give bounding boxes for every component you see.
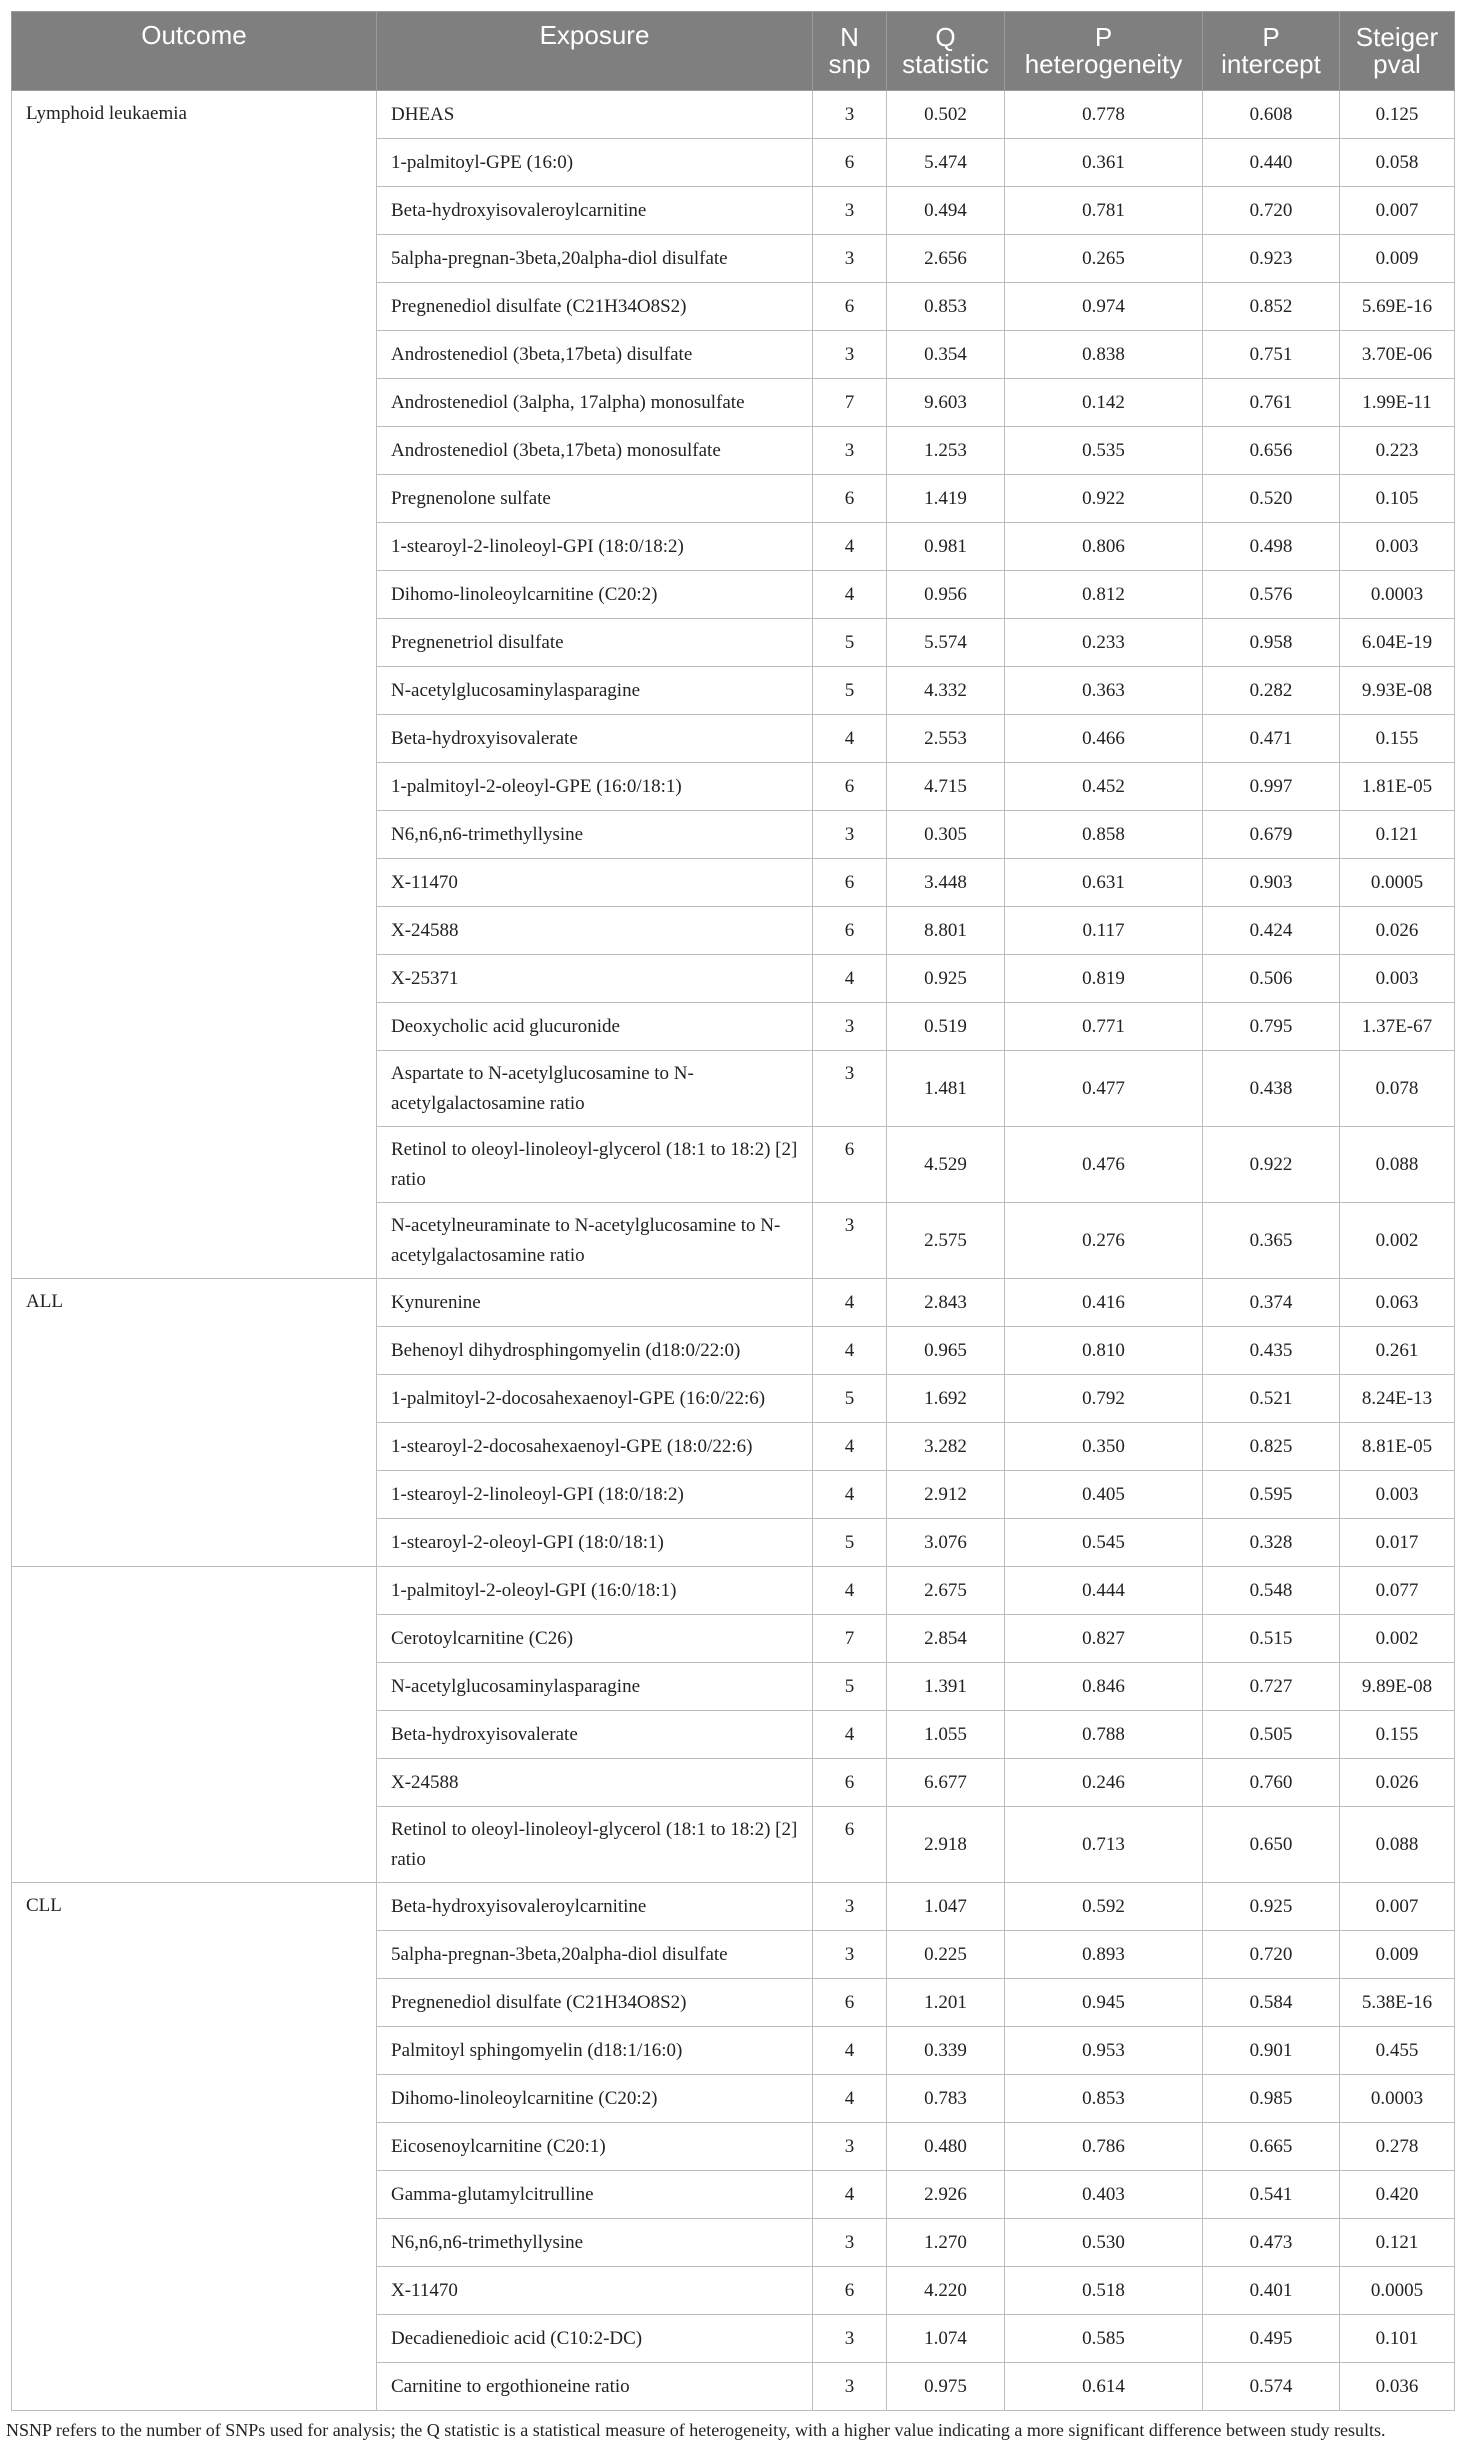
results-table-container	[11, 11, 1454, 2411]
outcome-cell	[12, 1567, 377, 1883]
p-intercept-cell: 0.374	[1203, 1279, 1340, 1327]
exposure-cell: X-11470	[377, 859, 813, 907]
p-intercept-cell: 0.365	[1203, 1203, 1340, 1279]
q-statistic-cell: 1.419	[887, 475, 1005, 523]
p-intercept-cell: 0.440	[1203, 139, 1340, 187]
exposure-cell: Cerotoylcarnitine (C26)	[377, 1615, 813, 1663]
exposure-cell: Beta-hydroxyisovalerate	[377, 715, 813, 763]
p-heterogeneity-cell: 0.838	[1005, 331, 1203, 379]
p-heterogeneity-cell: 0.922	[1005, 475, 1203, 523]
steiger-pval-cell: 0.007	[1340, 187, 1455, 235]
n-snp-cell: 3	[813, 1003, 887, 1051]
n-snp-cell: 6	[813, 859, 887, 907]
exposure-cell: 5alpha-pregnan-3beta,20alpha-diol disulfate	[377, 235, 813, 283]
steiger-pval-cell: 0.278	[1340, 2123, 1455, 2171]
steiger-pval-cell: 0.125	[1340, 91, 1455, 139]
steiger-pval-cell: 0.003	[1340, 1471, 1455, 1519]
q-statistic-cell: 4.529	[887, 1127, 1005, 1203]
steiger-pval-cell: 0.101	[1340, 2315, 1455, 2363]
p-intercept-cell: 0.656	[1203, 427, 1340, 475]
n-snp-cell: 4	[813, 2171, 887, 2219]
q-statistic-cell: 0.975	[887, 2363, 1005, 2411]
exposure-cell: Pregnenediol disulfate (C21H34O8S2)	[377, 1979, 813, 2027]
header-row	[12, 12, 1455, 91]
exposure-cell: Androstenediol (3beta,17beta) disulfate	[377, 331, 813, 379]
p-intercept-cell: 0.473	[1203, 2219, 1340, 2267]
exposure-cell: Deoxycholic acid glucuronide	[377, 1003, 813, 1051]
p-intercept-cell: 0.761	[1203, 379, 1340, 427]
p-heterogeneity-cell: 0.631	[1005, 859, 1203, 907]
q-statistic-cell: 4.332	[887, 667, 1005, 715]
p-intercept-cell: 0.751	[1203, 331, 1340, 379]
q-statistic-cell: 1.201	[887, 1979, 1005, 2027]
header-steiger-pval: Steiger pval	[1340, 12, 1455, 91]
q-statistic-cell: 1.055	[887, 1711, 1005, 1759]
exposure-cell: Pregnenetriol disulfate	[377, 619, 813, 667]
steiger-pval-cell: 0.121	[1340, 2219, 1455, 2267]
p-intercept-cell: 0.795	[1203, 1003, 1340, 1051]
p-heterogeneity-cell: 0.806	[1005, 523, 1203, 571]
p-intercept-cell: 0.925	[1203, 1883, 1340, 1931]
n-snp-cell: 6	[813, 1979, 887, 2027]
steiger-pval-cell: 0.0005	[1340, 859, 1455, 907]
p-intercept-cell: 0.958	[1203, 619, 1340, 667]
exposure-cell: 1-palmitoyl-2-oleoyl-GPE (16:0/18:1)	[377, 763, 813, 811]
n-snp-cell: 5	[813, 667, 887, 715]
q-statistic-cell: 0.502	[887, 91, 1005, 139]
n-snp-cell: 3	[813, 2123, 887, 2171]
steiger-pval-cell: 0.078	[1340, 1051, 1455, 1127]
p-intercept-cell: 0.720	[1203, 187, 1340, 235]
p-heterogeneity-cell: 0.853	[1005, 2075, 1203, 2123]
n-snp-cell: 4	[813, 1279, 887, 1327]
p-heterogeneity-cell: 0.444	[1005, 1567, 1203, 1615]
exposure-cell: N6,n6,n6-trimethyllysine	[377, 811, 813, 859]
steiger-pval-cell: 5.69E-16	[1340, 283, 1455, 331]
p-heterogeneity-cell: 0.518	[1005, 2267, 1203, 2315]
steiger-pval-cell: 0.261	[1340, 1327, 1455, 1375]
steiger-pval-cell: 9.89E-08	[1340, 1663, 1455, 1711]
steiger-pval-cell: 1.99E-11	[1340, 379, 1455, 427]
exposure-cell: N-acetylglucosaminylasparagine	[377, 1663, 813, 1711]
p-heterogeneity-cell: 0.142	[1005, 379, 1203, 427]
p-heterogeneity-cell: 0.363	[1005, 667, 1203, 715]
p-intercept-cell: 0.825	[1203, 1423, 1340, 1471]
p-heterogeneity-cell: 0.786	[1005, 2123, 1203, 2171]
p-heterogeneity-cell: 0.827	[1005, 1615, 1203, 1663]
n-snp-cell: 3	[813, 2219, 887, 2267]
p-heterogeneity-cell: 0.781	[1005, 187, 1203, 235]
steiger-pval-cell: 0.155	[1340, 715, 1455, 763]
n-snp-cell: 3	[813, 427, 887, 475]
exposure-cell: Carnitine to ergothioneine ratio	[377, 2363, 813, 2411]
exposure-cell: X-24588	[377, 1759, 813, 1807]
p-intercept-cell: 0.650	[1203, 1807, 1340, 1883]
p-heterogeneity-cell: 0.846	[1005, 1663, 1203, 1711]
exposure-cell: X-11470	[377, 2267, 813, 2315]
exposure-cell: Kynurenine	[377, 1279, 813, 1327]
exposure-cell: 1-stearoyl-2-linoleoyl-GPI (18:0/18:2)	[377, 523, 813, 571]
p-heterogeneity-cell: 0.416	[1005, 1279, 1203, 1327]
exposure-cell: Dihomo-linoleoylcarnitine (C20:2)	[377, 571, 813, 619]
p-heterogeneity-cell: 0.535	[1005, 427, 1203, 475]
q-statistic-cell: 3.282	[887, 1423, 1005, 1471]
exposure-cell: Decadienedioic acid (C10:2-DC)	[377, 2315, 813, 2363]
n-snp-cell: 5	[813, 1519, 887, 1567]
n-snp-cell: 5	[813, 1663, 887, 1711]
n-snp-cell: 5	[813, 619, 887, 667]
p-intercept-cell: 0.506	[1203, 955, 1340, 1003]
q-statistic-cell: 9.603	[887, 379, 1005, 427]
q-statistic-cell: 6.677	[887, 1759, 1005, 1807]
p-intercept-cell: 0.471	[1203, 715, 1340, 763]
steiger-pval-cell: 0.0003	[1340, 571, 1455, 619]
exposure-cell: Gamma-glutamylcitrulline	[377, 2171, 813, 2219]
p-heterogeneity-cell: 0.812	[1005, 571, 1203, 619]
n-snp-cell: 7	[813, 1615, 887, 1663]
p-heterogeneity-cell: 0.117	[1005, 907, 1203, 955]
steiger-pval-cell: 0.088	[1340, 1807, 1455, 1883]
exposure-cell: Pregnenolone sulfate	[377, 475, 813, 523]
exposure-cell: Behenoyl dihydrosphingomyelin (d18:0/22:0)	[377, 1327, 813, 1375]
steiger-pval-cell: 1.81E-05	[1340, 763, 1455, 811]
p-intercept-cell: 0.923	[1203, 235, 1340, 283]
table-row	[12, 1883, 1455, 1931]
p-intercept-cell: 0.903	[1203, 859, 1340, 907]
p-intercept-cell: 0.515	[1203, 1615, 1340, 1663]
n-snp-cell: 6	[813, 763, 887, 811]
steiger-pval-cell: 0.455	[1340, 2027, 1455, 2075]
p-heterogeneity-cell: 0.276	[1005, 1203, 1203, 1279]
exposure-cell: Eicosenoylcarnitine (C20:1)	[377, 2123, 813, 2171]
p-heterogeneity-cell: 0.788	[1005, 1711, 1203, 1759]
p-intercept-cell: 0.727	[1203, 1663, 1340, 1711]
n-snp-cell: 6	[813, 907, 887, 955]
q-statistic-cell: 2.912	[887, 1471, 1005, 1519]
q-statistic-cell: 0.339	[887, 2027, 1005, 2075]
exposure-cell: N6,n6,n6-trimethyllysine	[377, 2219, 813, 2267]
q-statistic-cell: 2.656	[887, 235, 1005, 283]
q-statistic-cell: 1.692	[887, 1375, 1005, 1423]
p-heterogeneity-cell: 0.614	[1005, 2363, 1203, 2411]
q-statistic-cell: 3.076	[887, 1519, 1005, 1567]
exposure-cell: Dihomo-linoleoylcarnitine (C20:2)	[377, 2075, 813, 2123]
n-snp-cell: 6	[813, 139, 887, 187]
n-snp-cell: 3	[813, 2363, 887, 2411]
exposure-cell: 5alpha-pregnan-3beta,20alpha-diol disulfate	[377, 1931, 813, 1979]
p-heterogeneity-cell: 0.771	[1005, 1003, 1203, 1051]
n-snp-cell: 3	[813, 187, 887, 235]
q-statistic-cell: 2.575	[887, 1203, 1005, 1279]
n-snp-cell: 6	[813, 1127, 887, 1203]
q-statistic-cell: 5.574	[887, 619, 1005, 667]
q-statistic-cell: 0.519	[887, 1003, 1005, 1051]
exposure-cell: N-acetylneuraminate to N-acetylglucosamine to N-acetylgalactosamine ratio	[377, 1203, 813, 1279]
p-intercept-cell: 0.282	[1203, 667, 1340, 715]
n-snp-cell: 4	[813, 571, 887, 619]
table-body	[12, 91, 1455, 2411]
steiger-pval-cell: 8.24E-13	[1340, 1375, 1455, 1423]
p-heterogeneity-cell: 0.530	[1005, 2219, 1203, 2267]
steiger-pval-cell: 0.077	[1340, 1567, 1455, 1615]
q-statistic-cell: 1.253	[887, 427, 1005, 475]
q-statistic-cell: 0.925	[887, 955, 1005, 1003]
n-snp-cell: 7	[813, 379, 887, 427]
n-snp-cell: 4	[813, 2027, 887, 2075]
exposure-cell: Palmitoyl sphingomyelin (d18:1/16:0)	[377, 2027, 813, 2075]
n-snp-cell: 6	[813, 2267, 887, 2315]
n-snp-cell: 3	[813, 1931, 887, 1979]
p-intercept-cell: 0.438	[1203, 1051, 1340, 1127]
p-heterogeneity-cell: 0.233	[1005, 619, 1203, 667]
n-snp-cell: 3	[813, 1883, 887, 1931]
header-outcome: Outcome	[12, 12, 377, 91]
exposure-cell: Beta-hydroxyisovaleroylcarnitine	[377, 1883, 813, 1931]
q-statistic-cell: 8.801	[887, 907, 1005, 955]
q-statistic-cell: 4.220	[887, 2267, 1005, 2315]
n-snp-cell: 4	[813, 1711, 887, 1759]
p-heterogeneity-cell: 0.403	[1005, 2171, 1203, 2219]
exposure-cell: Aspartate to N-acetylglucosamine to N-acetylgalactosamine ratio	[377, 1051, 813, 1127]
p-heterogeneity-cell: 0.778	[1005, 91, 1203, 139]
n-snp-cell: 6	[813, 475, 887, 523]
exposure-cell: Androstenediol (3beta,17beta) monosulfate	[377, 427, 813, 475]
exposure-cell: Retinol to oleoyl-linoleoyl-glycerol (18:1 to 18:2) [2] ratio	[377, 1807, 813, 1883]
q-statistic-cell: 0.494	[887, 187, 1005, 235]
q-statistic-cell: 1.391	[887, 1663, 1005, 1711]
p-intercept-cell: 0.901	[1203, 2027, 1340, 2075]
p-intercept-cell: 0.665	[1203, 2123, 1340, 2171]
p-heterogeneity-cell: 0.405	[1005, 1471, 1203, 1519]
q-statistic-cell: 1.481	[887, 1051, 1005, 1127]
q-statistic-cell: 5.474	[887, 139, 1005, 187]
p-heterogeneity-cell: 0.246	[1005, 1759, 1203, 1807]
steiger-pval-cell: 0.026	[1340, 1759, 1455, 1807]
steiger-pval-cell: 0.088	[1340, 1127, 1455, 1203]
exposure-cell: X-25371	[377, 955, 813, 1003]
q-statistic-cell: 0.853	[887, 283, 1005, 331]
p-heterogeneity-cell: 0.477	[1005, 1051, 1203, 1127]
p-heterogeneity-cell: 0.452	[1005, 763, 1203, 811]
p-intercept-cell: 0.584	[1203, 1979, 1340, 2027]
steiger-pval-cell: 0.007	[1340, 1883, 1455, 1931]
header-p-intercept: P intercept	[1203, 12, 1340, 91]
n-snp-cell: 4	[813, 715, 887, 763]
outcome-cell: ALL	[12, 1279, 377, 1567]
p-intercept-cell: 0.435	[1203, 1327, 1340, 1375]
exposure-cell: 1-stearoyl-2-docosahexaenoyl-GPE (18:0/22:6)	[377, 1423, 813, 1471]
p-intercept-cell: 0.852	[1203, 283, 1340, 331]
q-statistic-cell: 1.074	[887, 2315, 1005, 2363]
exposure-cell: 1-palmitoyl-2-docosahexaenoyl-GPE (16:0/22:6)	[377, 1375, 813, 1423]
p-intercept-cell: 0.576	[1203, 571, 1340, 619]
q-statistic-cell: 4.715	[887, 763, 1005, 811]
exposure-cell: Retinol to oleoyl-linoleoyl-glycerol (18:1 to 18:2) [2] ratio	[377, 1127, 813, 1203]
p-heterogeneity-cell: 0.545	[1005, 1519, 1203, 1567]
exposure-cell: Androstenediol (3alpha, 17alpha) monosulfate	[377, 379, 813, 427]
p-heterogeneity-cell: 0.466	[1005, 715, 1203, 763]
p-heterogeneity-cell: 0.713	[1005, 1807, 1203, 1883]
exposure-cell: X-24588	[377, 907, 813, 955]
n-snp-cell: 6	[813, 1759, 887, 1807]
n-snp-cell: 4	[813, 1327, 887, 1375]
steiger-pval-cell: 0.002	[1340, 1615, 1455, 1663]
outcome-cell: Lymphoid leukaemia	[12, 91, 377, 1279]
p-intercept-cell: 0.541	[1203, 2171, 1340, 2219]
n-snp-cell: 3	[813, 811, 887, 859]
q-statistic-cell: 0.305	[887, 811, 1005, 859]
p-intercept-cell: 0.985	[1203, 2075, 1340, 2123]
n-snp-cell: 4	[813, 1567, 887, 1615]
table-footnote: NSNP refers to the number of SNPs used for analysis; the Q statistic is a statistical measure of heterogeneity, with a higher value indicating a more significant difference between study results.	[6, 2420, 1386, 2440]
p-intercept-cell: 0.548	[1203, 1567, 1340, 1615]
p-intercept-cell: 0.424	[1203, 907, 1340, 955]
q-statistic-cell: 3.448	[887, 859, 1005, 907]
p-heterogeneity-cell: 0.819	[1005, 955, 1203, 1003]
n-snp-cell: 3	[813, 235, 887, 283]
header-q-statistic: Q statistic	[887, 12, 1005, 91]
steiger-pval-cell: 0.009	[1340, 235, 1455, 283]
p-intercept-cell: 0.922	[1203, 1127, 1340, 1203]
steiger-pval-cell: 0.105	[1340, 475, 1455, 523]
q-statistic-cell: 0.981	[887, 523, 1005, 571]
q-statistic-cell: 2.675	[887, 1567, 1005, 1615]
steiger-pval-cell: 0.063	[1340, 1279, 1455, 1327]
p-heterogeneity-cell: 0.792	[1005, 1375, 1203, 1423]
steiger-pval-cell: 0.058	[1340, 139, 1455, 187]
p-heterogeneity-cell: 0.953	[1005, 2027, 1203, 2075]
exposure-cell: 1-palmitoyl-GPE (16:0)	[377, 139, 813, 187]
p-heterogeneity-cell: 0.893	[1005, 1931, 1203, 1979]
p-heterogeneity-cell: 0.810	[1005, 1327, 1203, 1375]
p-heterogeneity-cell: 0.945	[1005, 1979, 1203, 2027]
p-heterogeneity-cell: 0.350	[1005, 1423, 1203, 1471]
p-intercept-cell: 0.520	[1203, 475, 1340, 523]
q-statistic-cell: 0.480	[887, 2123, 1005, 2171]
header-p-heterogeneity: P heterogeneity	[1005, 12, 1203, 91]
exposure-cell: Beta-hydroxyisovalerate	[377, 1711, 813, 1759]
outcome-cell: CLL	[12, 1883, 377, 2411]
p-intercept-cell: 0.679	[1203, 811, 1340, 859]
p-intercept-cell: 0.997	[1203, 763, 1340, 811]
n-snp-cell: 5	[813, 1375, 887, 1423]
p-intercept-cell: 0.760	[1203, 1759, 1340, 1807]
steiger-pval-cell: 0.0005	[1340, 2267, 1455, 2315]
q-statistic-cell: 2.843	[887, 1279, 1005, 1327]
steiger-pval-cell: 9.93E-08	[1340, 667, 1455, 715]
steiger-pval-cell: 1.37E-67	[1340, 1003, 1455, 1051]
q-statistic-cell: 0.965	[887, 1327, 1005, 1375]
steiger-pval-cell: 0.003	[1340, 523, 1455, 571]
q-statistic-cell: 2.854	[887, 1615, 1005, 1663]
n-snp-cell: 4	[813, 955, 887, 1003]
exposure-cell: DHEAS	[377, 91, 813, 139]
q-statistic-cell: 1.270	[887, 2219, 1005, 2267]
p-intercept-cell: 0.328	[1203, 1519, 1340, 1567]
q-statistic-cell: 2.926	[887, 2171, 1005, 2219]
p-heterogeneity-cell: 0.585	[1005, 2315, 1203, 2363]
steiger-pval-cell: 0.121	[1340, 811, 1455, 859]
exposure-cell: N-acetylglucosaminylasparagine	[377, 667, 813, 715]
q-statistic-cell: 0.783	[887, 2075, 1005, 2123]
header-exposure: Exposure	[377, 12, 813, 91]
exposure-cell: 1-stearoyl-2-oleoyl-GPI (18:0/18:1)	[377, 1519, 813, 1567]
table-row	[12, 1567, 1455, 1615]
p-intercept-cell: 0.498	[1203, 523, 1340, 571]
n-snp-cell: 6	[813, 283, 887, 331]
steiger-pval-cell: 0.017	[1340, 1519, 1455, 1567]
q-statistic-cell: 0.225	[887, 1931, 1005, 1979]
steiger-pval-cell: 8.81E-05	[1340, 1423, 1455, 1471]
n-snp-cell: 3	[813, 91, 887, 139]
heterogeneity-table	[11, 11, 1455, 2411]
table-row	[12, 1279, 1455, 1327]
n-snp-cell: 6	[813, 1807, 887, 1883]
steiger-pval-cell: 0.0003	[1340, 2075, 1455, 2123]
q-statistic-cell: 0.956	[887, 571, 1005, 619]
table-row	[12, 91, 1455, 139]
n-snp-cell: 3	[813, 1051, 887, 1127]
q-statistic-cell: 2.553	[887, 715, 1005, 763]
p-intercept-cell: 0.521	[1203, 1375, 1340, 1423]
steiger-pval-cell: 0.002	[1340, 1203, 1455, 1279]
p-heterogeneity-cell: 0.361	[1005, 139, 1203, 187]
steiger-pval-cell: 0.036	[1340, 2363, 1455, 2411]
steiger-pval-cell: 0.155	[1340, 1711, 1455, 1759]
exposure-cell: 1-stearoyl-2-linoleoyl-GPI (18:0/18:2)	[377, 1471, 813, 1519]
header-n-snp: N snp	[813, 12, 887, 91]
p-heterogeneity-cell: 0.265	[1005, 235, 1203, 283]
n-snp-cell: 3	[813, 1203, 887, 1279]
p-heterogeneity-cell: 0.476	[1005, 1127, 1203, 1203]
p-intercept-cell: 0.495	[1203, 2315, 1340, 2363]
n-snp-cell: 3	[813, 331, 887, 379]
steiger-pval-cell: 0.003	[1340, 955, 1455, 1003]
exposure-cell: Beta-hydroxyisovaleroylcarnitine	[377, 187, 813, 235]
n-snp-cell: 3	[813, 2315, 887, 2363]
exposure-cell: 1-palmitoyl-2-oleoyl-GPI (16:0/18:1)	[377, 1567, 813, 1615]
exposure-cell: Pregnenediol disulfate (C21H34O8S2)	[377, 283, 813, 331]
steiger-pval-cell: 5.38E-16	[1340, 1979, 1455, 2027]
n-snp-cell: 4	[813, 1471, 887, 1519]
p-intercept-cell: 0.608	[1203, 91, 1340, 139]
p-heterogeneity-cell: 0.858	[1005, 811, 1203, 859]
p-intercept-cell: 0.505	[1203, 1711, 1340, 1759]
p-heterogeneity-cell: 0.592	[1005, 1883, 1203, 1931]
p-intercept-cell: 0.574	[1203, 2363, 1340, 2411]
steiger-pval-cell: 0.223	[1340, 427, 1455, 475]
n-snp-cell: 4	[813, 2075, 887, 2123]
n-snp-cell: 4	[813, 523, 887, 571]
q-statistic-cell: 1.047	[887, 1883, 1005, 1931]
steiger-pval-cell: 0.420	[1340, 2171, 1455, 2219]
steiger-pval-cell: 0.026	[1340, 907, 1455, 955]
n-snp-cell: 4	[813, 1423, 887, 1471]
p-intercept-cell: 0.401	[1203, 2267, 1340, 2315]
q-statistic-cell: 0.354	[887, 331, 1005, 379]
steiger-pval-cell: 0.009	[1340, 1931, 1455, 1979]
steiger-pval-cell: 6.04E-19	[1340, 619, 1455, 667]
p-intercept-cell: 0.720	[1203, 1931, 1340, 1979]
p-intercept-cell: 0.595	[1203, 1471, 1340, 1519]
steiger-pval-cell: 3.70E-06	[1340, 331, 1455, 379]
q-statistic-cell: 2.918	[887, 1807, 1005, 1883]
p-heterogeneity-cell: 0.974	[1005, 283, 1203, 331]
